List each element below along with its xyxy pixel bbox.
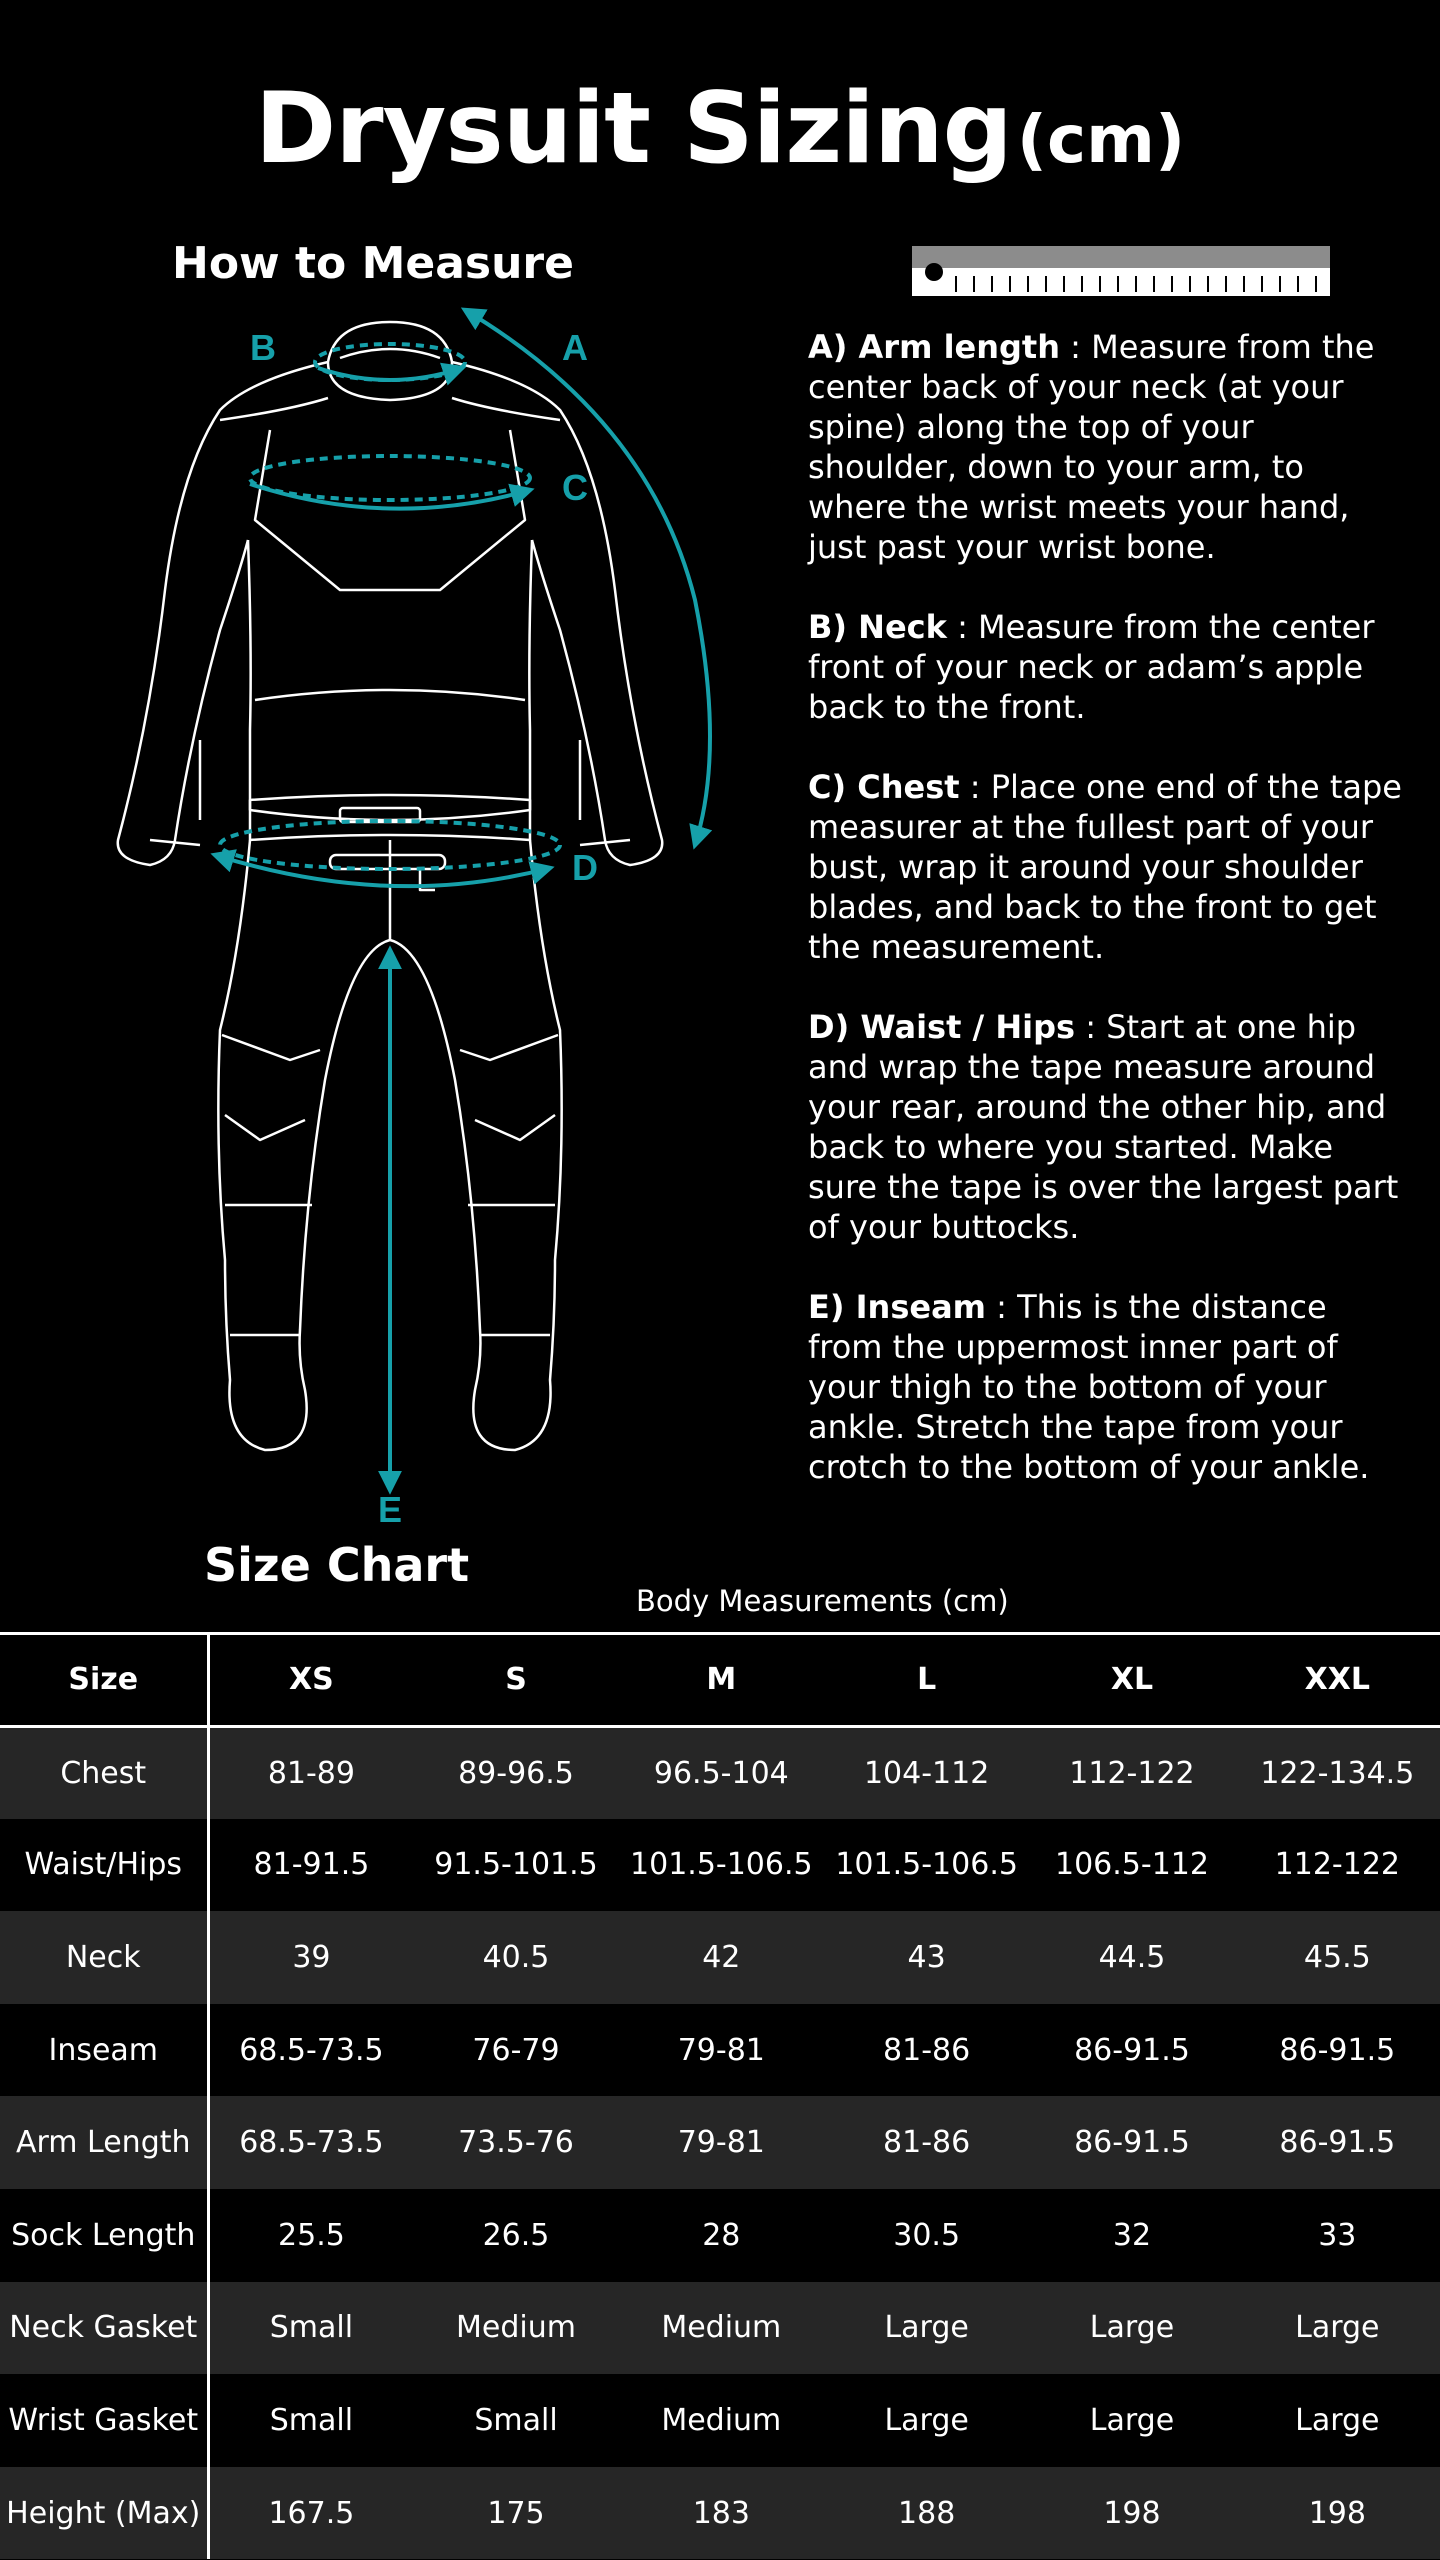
table-cell: 106.5-112 [1054, 1847, 1209, 1883]
table-cell: 73.5-76 [458, 2125, 574, 2161]
instruction-item [808, 767, 1408, 967]
table-cell: 68.5-73.5 [239, 2032, 384, 2068]
header-size-m: M [706, 1662, 737, 1698]
table-cell: 28 [702, 2217, 741, 2253]
title-unit: (cm) [1016, 101, 1186, 178]
marker-b: B [250, 327, 276, 368]
size-chart-subheading: Body Measurements (cm) [636, 1584, 1009, 1618]
size-chart-heading: Size Chart [204, 1538, 470, 1592]
table-cell: 42 [702, 1940, 741, 1976]
table-cell: 79-81 [677, 2032, 765, 2068]
table-cell: 91.5-101.5 [434, 1847, 598, 1883]
table-cell: Large [884, 2310, 969, 2346]
table-cell: 81-86 [883, 2125, 971, 2161]
header-size-label: Size [0, 1634, 208, 1727]
table-cell: Large [884, 2403, 969, 2439]
table-cell: Small [474, 2403, 558, 2439]
row-label: Arm Length [0, 2096, 208, 2189]
table-cell: 198 [1308, 2495, 1366, 2531]
row-label: Sock Length [0, 2189, 208, 2282]
how-to-measure-heading: How to Measure [172, 238, 574, 289]
header-size-s: S [505, 1662, 527, 1698]
table-cell: 188 [898, 2495, 956, 2531]
marker-e: E [378, 1489, 403, 1530]
table-row [0, 1911, 1440, 2004]
table-cell: 96.5-104 [653, 1755, 789, 1791]
table-row [0, 1819, 1440, 1912]
table-cell: 122-134.5 [1260, 1755, 1415, 1791]
instruction-text: : This is the distance from the uppermost inner part of your thigh to the bottom of your ankle. Stretch the tape from your crotch to the bottom of your ankle. [808, 1288, 1370, 1486]
table-cell: 33 [1318, 2217, 1357, 2253]
instruction-text: : Measure from the center front of your neck or adam’s apple back to the front. [808, 608, 1375, 726]
table-cell: 183 [692, 2495, 750, 2531]
table-cell: 25.5 [278, 2217, 345, 2253]
table-cell: 104-112 [863, 1755, 990, 1791]
header-size-xs: XS [289, 1662, 334, 1698]
table-cell: 167.5 [268, 2495, 355, 2531]
table-cell: Medium [456, 2310, 576, 2346]
size-chart-table [0, 1632, 1440, 2559]
table-row [0, 2282, 1440, 2375]
row-label: Height (Max) [0, 2467, 208, 2560]
table-cell: 40.5 [482, 1940, 550, 1976]
instruction-term: C) Chest [808, 768, 960, 806]
table-cell: Small [269, 2403, 354, 2439]
table-cell: 45.5 [1303, 1940, 1371, 1976]
table-cell: 39 [292, 1940, 331, 1976]
marker-c: C [562, 467, 588, 508]
instruction-text: : Start at one hip and wrap the tape measure around your rear, around the other hip, and back to where you started. Make sure the tape is over the largest part of your buttocks. [808, 1008, 1399, 1246]
tape-measure-icon [912, 246, 1330, 296]
instruction-text: : Measure from the center back of your neck (at your spine) along the top of your shoulder, down to your arm, to where the wrist meets your hand, just past your wrist bone. [808, 328, 1375, 566]
page-title [0, 72, 1440, 186]
drysuit-illustration [90, 300, 740, 1540]
table-row [0, 2096, 1440, 2189]
table-row [0, 1726, 1440, 1819]
table-cell: Medium [661, 2310, 782, 2346]
table-cell: 43 [907, 1940, 946, 1976]
table-cell: 89-96.5 [458, 1755, 574, 1791]
table-cell: 86-91.5 [1279, 2125, 1396, 2161]
header-size-l: L [917, 1662, 937, 1698]
table-cell: 86-91.5 [1279, 2032, 1396, 2068]
marker-d: D [572, 847, 598, 888]
table-cell: 68.5-73.5 [239, 2125, 384, 2161]
instruction-item [808, 1007, 1408, 1247]
instruction-item [808, 607, 1408, 727]
row-label: Chest [0, 1726, 208, 1819]
table-cell: Large [1089, 2403, 1175, 2439]
table-cell: 30.5 [893, 2217, 961, 2253]
table-row [0, 2467, 1440, 2560]
table-row [0, 2374, 1440, 2467]
table-cell: 175 [487, 2495, 545, 2531]
measure-lines [215, 310, 710, 1490]
instruction-text: : Place one end of the tape measurer at the fullest part of your bust, wrap it around your shoulder blades, and back to the front to get the measurement. [808, 768, 1402, 966]
instruction-item [808, 1287, 1408, 1487]
table-cell: 32 [1112, 2217, 1152, 2253]
table-cell: Large [1295, 2310, 1380, 2346]
table-cell: 26.5 [482, 2217, 550, 2253]
table-cell: 81-86 [883, 2032, 971, 2068]
table-cell: 79-81 [677, 2125, 765, 2161]
table-cell: Large [1295, 2403, 1380, 2439]
table-cell: 44.5 [1098, 1940, 1166, 1976]
table-cell: 112-122 [1274, 1847, 1400, 1883]
table-cell: 86-91.5 [1074, 2125, 1190, 2161]
table-row [0, 2004, 1440, 2097]
instruction-item [808, 327, 1408, 567]
table-cell: 86-91.5 [1074, 2032, 1190, 2068]
table-header-row [0, 1634, 1440, 1727]
table-cell: 101.5-106.5 [630, 1847, 813, 1883]
instruction-term: B) Neck [808, 608, 947, 646]
row-label: Wrist Gasket [0, 2374, 208, 2467]
measure-instructions [808, 327, 1408, 1527]
table-cell: Small [269, 2310, 354, 2346]
row-label: Neck [0, 1911, 208, 2004]
table-cell: 81-89 [267, 1755, 355, 1791]
table-cell: Medium [661, 2403, 782, 2439]
table-cell: Large [1089, 2310, 1175, 2346]
table-cell: 112-122 [1069, 1755, 1195, 1791]
table-row [0, 2189, 1440, 2282]
row-label: Inseam [0, 2004, 208, 2097]
title-main: Drysuit Sizing [254, 72, 1012, 186]
header-size-xl: XL [1110, 1662, 1154, 1698]
table-cell: 198 [1103, 2495, 1161, 2531]
row-label: Waist/Hips [0, 1819, 208, 1912]
instruction-term: A) Arm length [808, 328, 1060, 366]
table-cell: 101.5-106.5 [835, 1847, 1018, 1883]
row-label: Neck Gasket [0, 2282, 208, 2375]
instruction-term: E) Inseam [808, 1288, 986, 1326]
table-cell: 81-91.5 [253, 1847, 370, 1883]
marker-a: A [562, 327, 588, 368]
table-cell: 76-79 [472, 2032, 560, 2068]
header-size-xxl: XXL [1304, 1662, 1371, 1698]
instruction-term: D) Waist / Hips [808, 1008, 1076, 1046]
